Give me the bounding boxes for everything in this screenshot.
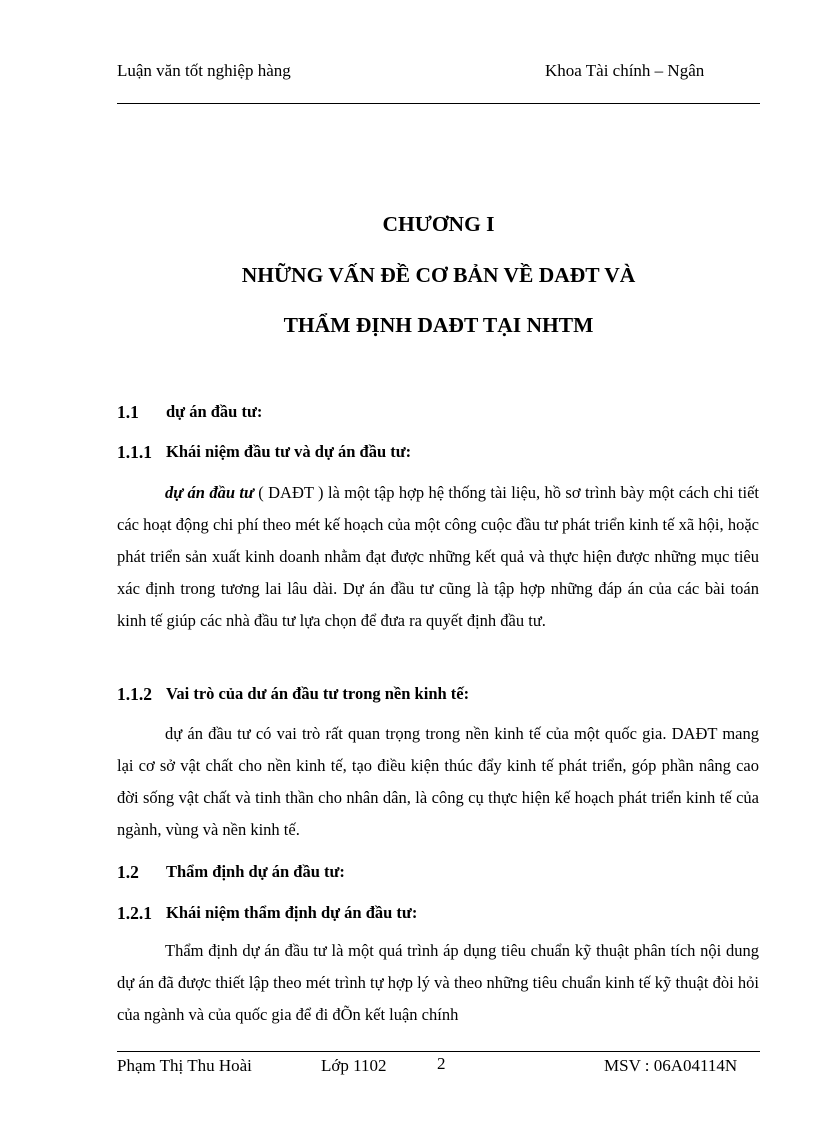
footer-student-id: MSV : 06A04114N [604,1056,738,1075]
paragraph-appraisal-definition: Thẩm định dự án đầu tư là một quá trình áp dụng tiêu chuẩn kỹ thuật phân tích nội dung dự án đã được thiết lập theo mét trình tự hợp lý và theo những tiêu chuẩn kinh tế kỹ thuật đòi hỏi của ngành và của quốc gia để đi đÕn kết luận chính [117,941,759,1024]
header-right-text: Khoa Tài chính – Ngân [545,61,705,80]
heading-number: 1.1.1 [117,442,152,462]
heading-title: Khái niệm đầu tư và dự án đầu tư: [166,442,412,461]
chapter-title-line-2: THẨM ĐỊNH DAĐT TẠI NHTM [283,313,594,337]
heading-number: 1.2.1 [117,903,152,923]
paragraph-dadt-definition [117,477,759,637]
heading-number: 1.1.2 [117,684,152,704]
heading-number: 1.1 [117,402,139,422]
paragraph-text: ( DAĐT ) là một tập hợp hệ thống tài liệu, hồ sơ trình bày một cách chi tiết các hoạt động chi phí theo mét kế hoạch của một công cuộc đầu tư phát triển kinh tế xã hội, hoặc phát triển sản xuất kinh doanh nhằm đạt được những kết quả và thực hiện được những mục tiêu xác định trong tương lai lâu dài. Dự án đầu tư cũng là tập hợp những đáp án của các bài toán kinh tế giúp các nhà đầu tư lựa chọn để đưa ra quyết định đầu tư. [117,483,759,630]
chapter-title-line-1: NHỮNG VẤN ĐỀ CƠ BẢN VỀ DAĐT VÀ [241,263,636,287]
heading-title: Khái niệm thẩm định dự án đầu tư: [166,903,418,922]
heading-title: Vai trò của dư án đầu tư trong nền kinh tế: [166,684,470,703]
heading-number: 1.2 [117,862,139,882]
header-divider [117,103,760,104]
heading-title: dự án đầu tư: [166,402,263,421]
paragraph-dadt-role: dự án đầu tư có vai trò rất quan trọng trong nền kinh tế của một quốc gia. DAĐT mang lại cơ sở vật chất cho nền kinh tế, tạo điều kiện thúc đẩy kinh tế phát triển, góp phần nâng cao đời sống vật chất và tinh thần cho nhân dân, là công cụ thực hiện kế hoạch phát triển kinh tế của ngành, vùng và nền kinh tế. [117,724,759,839]
heading-title: Thẩm định dự án đầu tư: [166,862,345,881]
defined-term: dự án đầu tư [165,483,254,502]
footer-class: Lớp 1102 [321,1056,387,1075]
page-number: 2 [437,1054,446,1073]
footer-author: Phạm Thị Thu Hoài [117,1056,252,1075]
footer-divider [117,1051,760,1052]
header-left-text: Luận văn tốt nghiệp hàng [117,61,291,80]
chapter-number: CHƯƠNG I [382,212,495,236]
